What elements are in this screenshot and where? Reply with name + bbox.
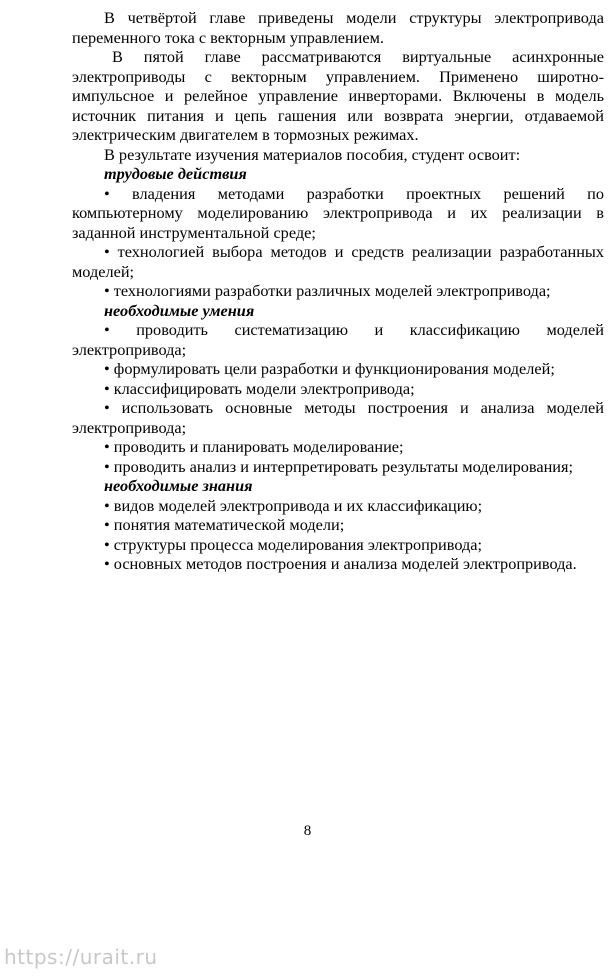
list-item: • формулировать цели разработки и функционирования моделей;: [104, 359, 555, 378]
paragraph-chapter-five: В пятой главе рассматриваются виртуальные асинхронные электроприводы с векторным управлением. Применено широтно-импульсное и релейное управление инверторами. Включены в модель источник питания и цепь гашения или возврата энергии, отдаваемой электрическим двигателем в тормозных режимах.: [72, 47, 604, 144]
heading-labor-actions: трудовые действия: [104, 164, 247, 183]
paragraph-outcomes-intro: В результате изучения материалов пособия, студент освоит:: [104, 144, 521, 164]
list-item: • технологией выбора методов и средств реализации разработанных моделей;: [72, 242, 604, 281]
heading-required-knowledge: необходимые знания: [104, 476, 253, 495]
list-item: • проводить систематизацию и классификацию моделей электропривода;: [72, 320, 604, 359]
list-item: • структуры процесса моделирования электропривода;: [104, 534, 483, 554]
list-item: • проводить анализ и интерпретировать результаты моделирования;: [104, 456, 574, 476]
list-item: • проводить и планировать моделирование;: [104, 437, 404, 456]
list-item: • классифицировать модели электропривода;: [104, 378, 415, 398]
paragraph-chapter-four: В четвёртой главе приведены модели структуры электропривода переменного тока с векторным управлением.: [72, 8, 604, 47]
page-number: 8: [303, 823, 312, 839]
list-item: • использовать основные методы построения и анализа моделей электропривода;: [72, 398, 604, 437]
list-item: • понятия математической модели;: [104, 515, 345, 534]
page-body: [72, 8, 604, 574]
list-item: • видов моделей электропривода и их классификацию;: [104, 495, 483, 515]
heading-required-skills: необходимые умения: [104, 300, 255, 320]
list-item: • основных методов построения и анализа моделей электропривода.: [104, 554, 577, 573]
list-item: • технологиями разработки различных моделей электропривода;: [104, 281, 551, 300]
list-item: • владения методами разработки проектных решений по компьютерному моделированию электропривода и их реализации в заданной инструментальной среде;: [72, 183, 604, 242]
watermark-url: https://urait.ru: [4, 945, 158, 969]
